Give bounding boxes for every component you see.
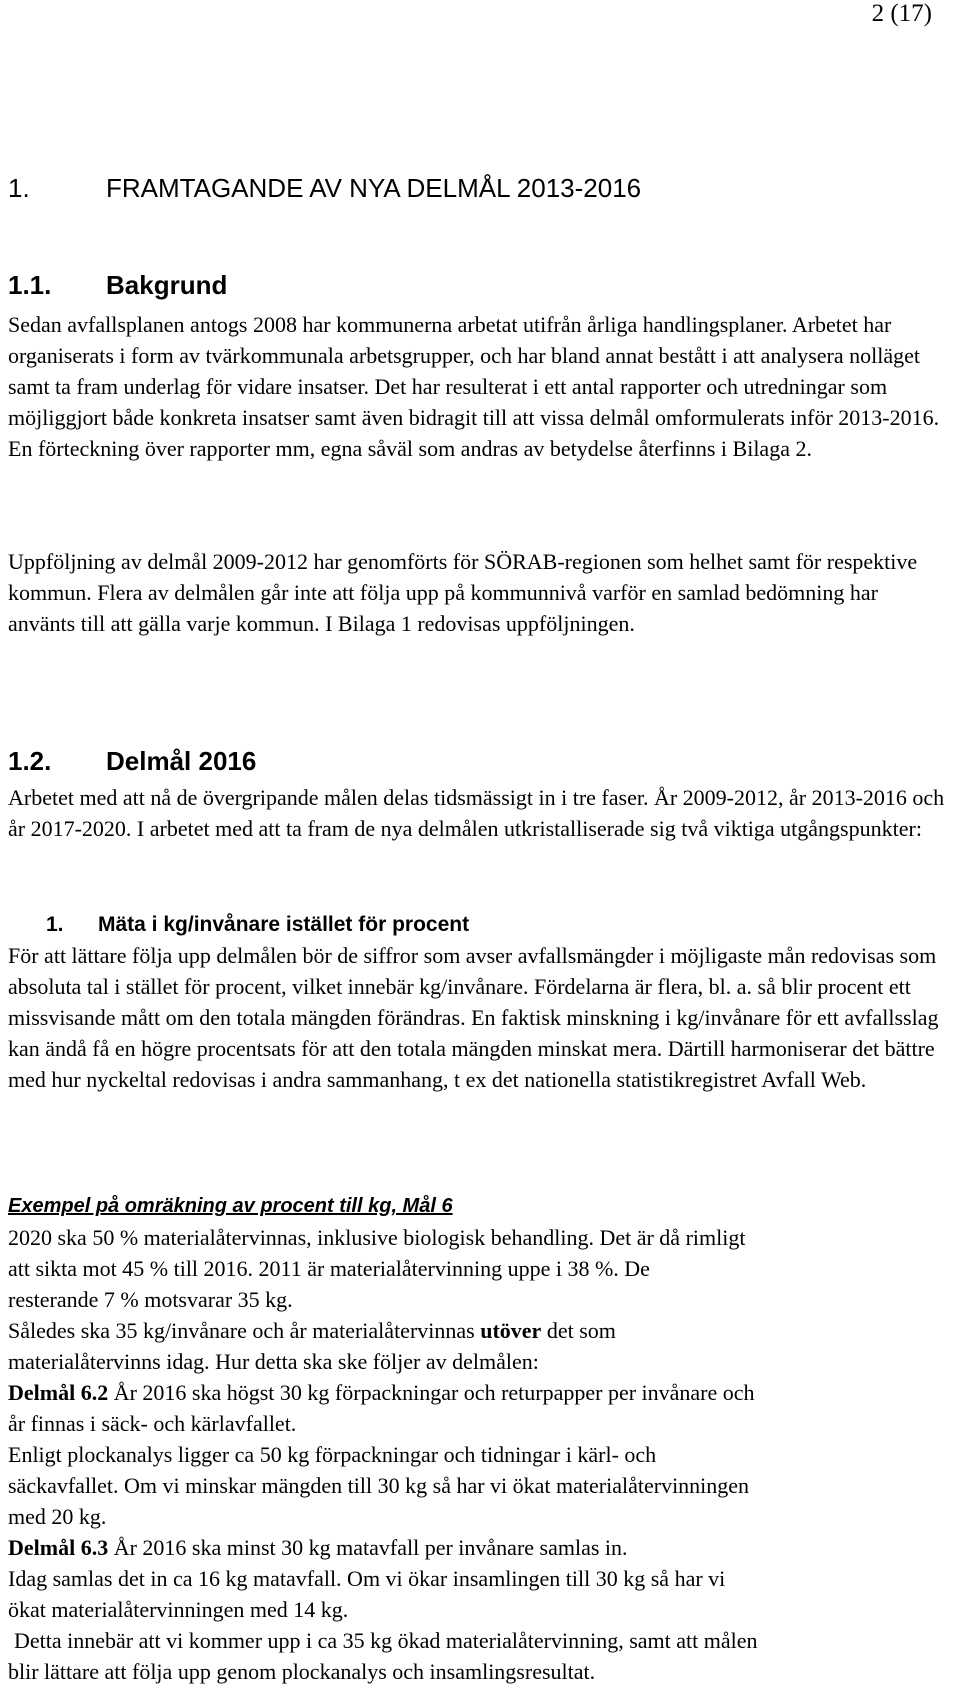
example-block	[8, 1222, 953, 1687]
example-line: att sikta mot 45 % till 2016. 2011 är materialåtervinning uppe i 38 %. De	[8, 1256, 650, 1281]
delmal-6-2-label: Delmål 6.2	[8, 1380, 109, 1405]
example-line: resterande 7 % motsvarar 35 kg.	[8, 1287, 293, 1312]
example-line: ökat materialåtervinningen med 14 kg.	[8, 1597, 349, 1622]
page-number: 2 (17)	[871, 0, 932, 27]
point-1-heading	[46, 913, 469, 937]
example-line: Idag samlas det in ca 16 kg matavfall. Om vi ökar insamlingen till 30 kg så har vi	[8, 1566, 726, 1591]
example-line	[8, 1377, 953, 1408]
section-1-heading	[8, 173, 641, 204]
example-line: blir lättare att följa upp genom plockanalys och insamlingsresultat.	[8, 1659, 596, 1684]
background-paragraph-2: Uppföljning av delmål 2009-2012 har genomförts för SÖRAB-regionen som helhet samt för respektive kommun. Flera av delmålen går inte att följa upp på kommunnivå varför en samlad bedömning har använts till att gälla varje kommun. I Bilaga 1 redovisas uppföljningen.	[8, 549, 918, 636]
example-heading: Exempel på omräkning av procent till kg, Mål 6	[8, 1195, 453, 1217]
section-number: 1.	[8, 173, 30, 203]
emphasis-utover: utöver	[480, 1318, 542, 1343]
example-line: materialåtervinns idag. Hur detta ska ske följer av delmålen:	[8, 1349, 539, 1374]
example-line: säckavfallet. Om vi minskar mängden till 30 kg så har vi ökat materialåtervinningen	[8, 1473, 750, 1498]
example-line	[8, 1315, 953, 1346]
example-line: 2020 ska 50 % materialåtervinnas, inklusive biologisk behandling. Det är då rimligt	[8, 1225, 746, 1250]
example-line	[8, 1532, 953, 1563]
background-paragraph-1: Sedan avfallsplanen antogs 2008 har kommunerna arbetat utifrån årliga handlingsplaner. Arbetet har organiserats i form av tvärkommunala arbetsgrupper, och har bland annat bestått i att analysera nolläget samt ta fram underlag för vidare insatser. Det har resulterat i ett antal rapporter och utredningar som möjliggjort både konkreta insatser samt även bidragit till att vissa delmål omformulerats inför 2013-2016. En förteckning över rapporter mm, egna såväl som andras av betydelse återfinns i Bilaga 2.	[8, 312, 940, 461]
text-segment: År 2016 ska minst 30 kg matavfall per invånare samlas in.	[108, 1535, 628, 1560]
delmal-paragraph: Arbetet med att nå de övergripande målen delas tidsmässigt in i tre faser. År 2009-2012, år 2013-2016 och år 2017-2020. I arbetet med att ta fram de nya delmålen utkristalliserade sig två viktiga utgångspunkter:	[8, 785, 945, 841]
section-title: Delmål 2016	[106, 746, 257, 776]
example-line: Detta innebär att vi kommer upp i ca 35 kg ökad materialåtervinning, samt att målen	[14, 1628, 758, 1653]
section-1-2-heading	[8, 746, 256, 777]
section-1-1-heading	[8, 270, 227, 301]
point-title: Mäta i kg/invånare istället för procent	[98, 913, 470, 936]
text-segment: det som	[541, 1318, 616, 1343]
point-number: 1.	[46, 913, 64, 936]
section-title: Bakgrund	[106, 270, 228, 300]
example-line: Enligt plockanalys ligger ca 50 kg förpackningar och tidningar i kärl- och	[8, 1442, 657, 1467]
text-segment: År 2016 ska högst 30 kg förpackningar och returpapper per invånare och	[108, 1380, 755, 1405]
section-number: 1.2.	[8, 746, 52, 776]
example-line: med 20 kg.	[8, 1504, 107, 1529]
text-segment: Således ska 35 kg/invånare och år materialåtervinnas	[8, 1318, 481, 1343]
point-1-paragraph: För att lättare följa upp delmålen bör de siffror som avser avfallsmängder i möjligaste mån redovisas som absoluta tal i stället för procent, vilket innebär kg/invånare. Fördelarna är flera, bl. a. så blir procent ett missvisande mått om den totala mängden förändras. En faktisk minskning i kg/invånare för ett avfallsslag kan ändå få en högre procentsats för att den totala mängden minskat mera. Därtill harmoniserar det bättre med hur nyckeltal redovisas i andra sammanhang, t ex det nationella statistikregistret Avfall Web.	[8, 943, 939, 1092]
section-title: FRAMTAGANDE AV NYA DELMÅL 2013-2016	[106, 173, 642, 203]
delmal-6-3-label: Delmål 6.3	[8, 1535, 109, 1560]
example-line: år finnas i säck- och kärlavfallet.	[8, 1411, 297, 1436]
section-number: 1.1.	[8, 270, 52, 300]
